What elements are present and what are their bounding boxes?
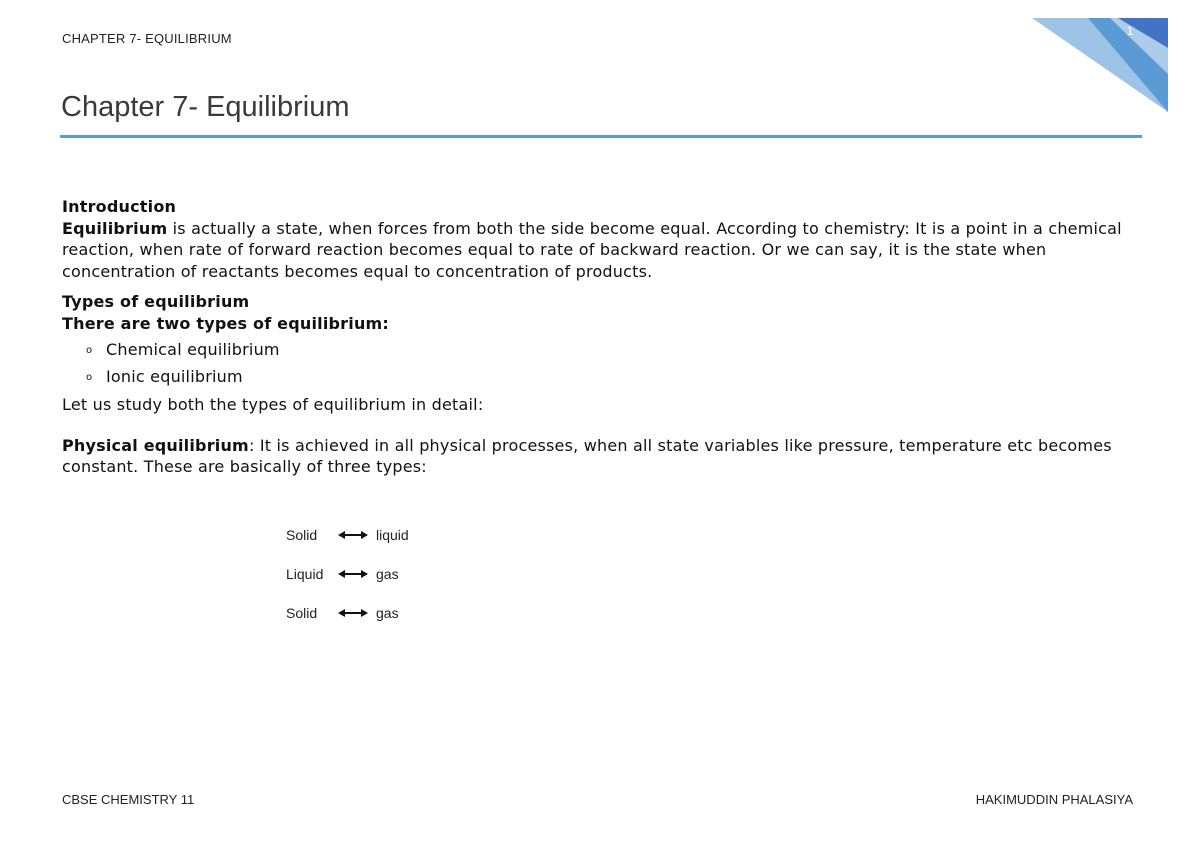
phase-row bbox=[286, 564, 409, 584]
footer-right: HAKIMUDDIN PHALASIYA bbox=[975, 792, 1133, 807]
double-arrow-icon bbox=[338, 530, 368, 540]
intro-term: Equilibrium bbox=[62, 218, 168, 238]
phase-to: gas bbox=[376, 566, 399, 582]
corner-decoration bbox=[1032, 18, 1168, 112]
phase-from: Solid bbox=[286, 527, 318, 543]
list-item: o Chemical equilibrium bbox=[86, 336, 1142, 363]
intro-heading: Introduction bbox=[62, 197, 177, 216]
phase-to: gas bbox=[376, 605, 399, 621]
bullet-icon: o bbox=[86, 372, 93, 383]
phase-change-figure bbox=[286, 525, 409, 642]
intro-text: is actually a state, when forces from both the side become equal. According to chemistry: It is a point in a chemical reaction, when rate of forward reaction becomes equal to rate of backward reaction. Or we can say, it is the state when concentration of reactants becomes equal to concentration of products. bbox=[62, 218, 1122, 281]
physical-text: : It is achieved in all physical processes, when all state variables like pressure, temperature etc becomes constant. These are basically of three types: bbox=[62, 435, 1112, 476]
page-title: Chapter 7- Equilibrium bbox=[61, 91, 350, 123]
phase-from: Solid bbox=[286, 605, 318, 621]
phase-row bbox=[286, 525, 409, 545]
types-heading: Types of equilibrium bbox=[62, 292, 250, 311]
physical-paragraph bbox=[62, 435, 1142, 478]
types-subheading: There are two types of equilibrium: bbox=[62, 313, 390, 333]
running-header: CHAPTER 7- EQUILIBRIUM bbox=[62, 31, 232, 46]
list-item: o Ionic equilibrium bbox=[86, 363, 1142, 390]
double-arrow-icon bbox=[338, 569, 368, 579]
types-list bbox=[62, 336, 1142, 390]
double-arrow-icon bbox=[338, 608, 368, 618]
title-underline bbox=[60, 135, 1142, 138]
types-followup: Let us study both the types of equilibrium in detail: bbox=[62, 395, 484, 414]
phase-from: Liquid bbox=[286, 566, 324, 582]
phase-to: liquid bbox=[376, 527, 409, 543]
physical-term: Physical equilibrium bbox=[62, 435, 249, 455]
bullet-icon: o bbox=[86, 345, 93, 356]
phase-row bbox=[286, 603, 409, 623]
document-body bbox=[62, 196, 1142, 478]
page-number: 1 bbox=[1126, 24, 1134, 38]
intro-paragraph bbox=[62, 218, 1142, 283]
footer-left: CBSE CHEMISTRY 11 bbox=[62, 792, 195, 807]
